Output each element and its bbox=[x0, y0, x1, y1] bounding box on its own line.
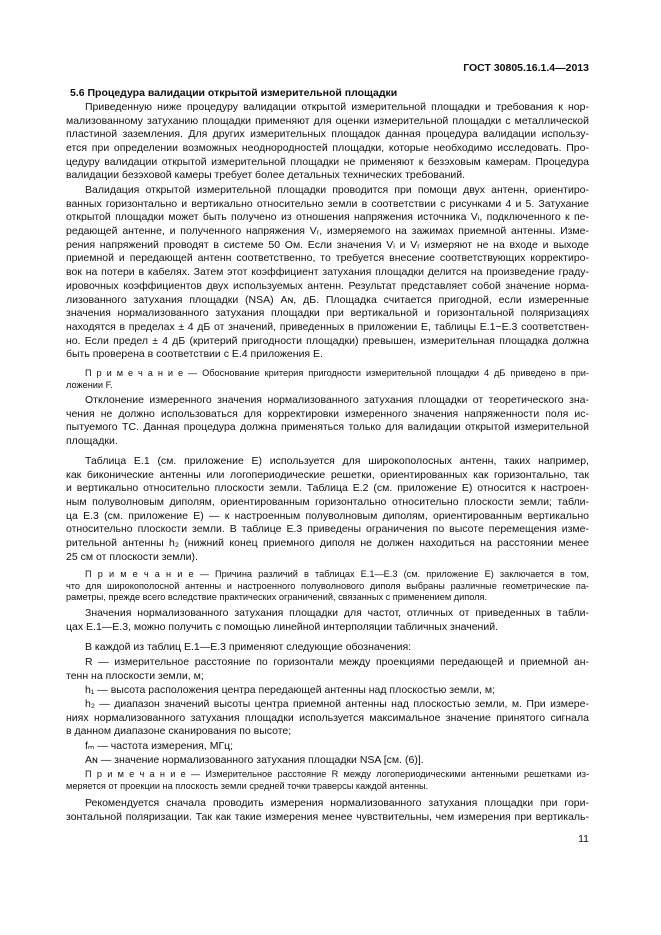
text-line: ным полуволновым диполям, ориентированным горизонтально относительно плоскости земли; табли- bbox=[66, 496, 589, 509]
definition-r bbox=[66, 656, 589, 683]
text-line: Значения нормализованного затухания площадки для частот, отличных от приведенных в табли- bbox=[85, 607, 589, 619]
text-line: зонтальной поляризации. Так как такие измерения менее чувствительны, чем измерения при вертикаль- bbox=[66, 810, 589, 823]
definition-fm bbox=[66, 740, 589, 754]
note-measurement-distance bbox=[66, 769, 589, 792]
text-line: Рекомендуется сначала проводить измерения нормализованного затухания площадки при гори- bbox=[85, 797, 589, 809]
text-line: открытой площадки может быть получено из отношения напряжения источника Vᵢ, подключенного к пе- bbox=[66, 211, 589, 224]
text-line: Aɴ — значение нормализованного затухания площадки NSA [см. (6)]. bbox=[85, 754, 424, 766]
text-line: тенн на плоскости земли, м; bbox=[66, 669, 204, 682]
text-line: Валидация открытой измерительной площадки проводится при помощи двух антенн, ориентиро- bbox=[85, 184, 589, 196]
text-line: находятся в пределах ± 4 дБ от значений, приведенных в приложении E, таблицы E.1−E.3 соответствен- bbox=[66, 320, 589, 333]
text-line: как биконические антенны или логопериодические решетки, ориентированных как горизонтально, так bbox=[66, 468, 589, 481]
definition-h1 bbox=[66, 684, 589, 698]
note-table-differences bbox=[66, 569, 589, 604]
text-line: В каждой из таблиц E.1—E.3 применяют следующие обозначения: bbox=[85, 641, 412, 653]
text-line: ется при определении возможных неоднородностей площадки, которые необходимо исследовать. Про- bbox=[66, 142, 589, 155]
text-line: цах E.1—E.3, можно получить с помощью линейной интерполяции табличных значений. bbox=[66, 620, 498, 633]
definition-an bbox=[66, 754, 589, 768]
page-number: 11 bbox=[578, 833, 589, 845]
text-line: в данном диапазоне сканирования по высоте; bbox=[66, 725, 292, 738]
paragraph-tables bbox=[66, 455, 589, 565]
text-line: рения напряжений проводят в системе 50 Ом. Если значения Vᵢ и Vᵣ измеряют не на входе и выходе bbox=[66, 238, 589, 251]
text-line: вок на потери в кабелях. Затем этот коэффициент затухания площадки делится на произведение граду- bbox=[66, 266, 589, 279]
section-heading: 5.6 Процедура валидации открытой измерительной площадки bbox=[70, 87, 398, 99]
text-line: и вертикально относительно плоскости земли. Таблица E.2 (см. приложение E) относится к настроен- bbox=[66, 482, 589, 495]
note-criterion bbox=[66, 368, 589, 391]
text-line: h₂ — диапазон значений высоты центра приемной антенны над плоскостью земли, м. При измере- bbox=[85, 698, 589, 710]
paragraph-notation-intro bbox=[66, 641, 589, 655]
text-line: Таблица E.1 (см. приложение E) используется для широкополосных антенн, таких например, bbox=[85, 455, 589, 467]
text-line: fₘ — частота измерения, МГц; bbox=[85, 740, 234, 752]
text-line: пластиной заземления. Для других измерительных площадок данная процедура валидации использу- bbox=[66, 128, 589, 141]
text-line: Приведенную ниже процедуру валидации открытой измерительной площадки и требования к нор- bbox=[85, 101, 589, 113]
text-line: пытуемого ТС. Данная процедура должна применяться только для валидации открытой измерительной bbox=[66, 421, 589, 434]
text-line: П р и м е ч а н и е — Измерительное расстояние R между логопериодическими антенными решетками из- bbox=[85, 769, 589, 779]
text-line: валидации безэховой камеры требует более детальных технических требований. bbox=[66, 169, 466, 182]
text-line: 25 см от плоскости земли). bbox=[66, 550, 198, 563]
text-line: площадки. bbox=[66, 435, 118, 448]
text-line: рительной антенны h₂ (нижний конец приемного диполя не должен находиться на расстоянии менее bbox=[66, 537, 589, 550]
text-line: лизованного затухания площадки (NSA) Aɴ, дБ. Площадка считается пригодной, если измеренные bbox=[66, 293, 589, 306]
text-line: h₁ — высота расположения центра передающей антенны над плоскостью земли, м; bbox=[85, 684, 496, 696]
text-line: ца E.3 (см. приложение E) — к настроенным полуволновым диполям, ориентированным вертикально bbox=[66, 509, 589, 522]
text-line: цедуру валидации открытой измерительной площадки не применяют к безэховым камерам. Процедура bbox=[66, 155, 589, 168]
definition-h2 bbox=[66, 698, 589, 739]
text-line: редающей антенне, и полученного напряжения Vᵣ, измеряемого на зажимах приемной антенны. Изме- bbox=[66, 225, 589, 238]
text-line: Отклонение измеренного значения нормализованного затухания площадки от теоретического зна- bbox=[85, 394, 589, 406]
text-line: мализованному затуханию площадки применяют для оценки измерительной площадки с металлической bbox=[66, 114, 589, 127]
text-line: ниях нормализованного затухания площадки используется максимальное значение принятого сигнала bbox=[66, 711, 589, 724]
paragraph-deviation bbox=[66, 394, 589, 449]
text-line: меряется от проекции на плоскость земли средней точки траверсы каждой антенны. bbox=[66, 780, 429, 791]
text-line: ировочных коэффициентов двух используемых антенн. Результат представляет собой значение норма- bbox=[66, 279, 589, 292]
paragraph-intro bbox=[66, 101, 589, 183]
text-line: что для широкополосной антенны и настроенного полуволнового диполя выбраны различные геометрические па- bbox=[66, 580, 589, 591]
text-line: R — измерительное расстояние по горизонтали между проекциями передающей и приемной ан- bbox=[85, 656, 589, 668]
paragraph-recommendation bbox=[66, 797, 589, 824]
text-line: раметры, прежде всего вследствие практических ограничений, связанных с применением диполя. bbox=[66, 592, 488, 602]
document-header-id: ГОСТ 30805.16.1.4—2013 bbox=[463, 62, 589, 74]
text-line: значения нормализованного затухания площадки при вертикальной и горизонтальной поляризациях bbox=[66, 307, 589, 320]
text-line: чения не должно использоваться для корректировки измеренного значения напряженности поля ис- bbox=[66, 407, 589, 420]
text-line: быть проверена в соответствии с E.4 приложения E. bbox=[66, 348, 323, 361]
text-line: относительно плоскости земли. В таблице E.3 приведены ограничения по высоте перемещения изме- bbox=[66, 523, 589, 536]
text-line: ванных горизонтально и вертикально относительно земли в соответствии с рисунками 4 и 5. Затухание bbox=[66, 197, 589, 210]
text-line: ложении F. bbox=[66, 379, 113, 390]
text-line: П р и м е ч а н и е — Причина различий в таблицах E.1—E.3 (см. приложение E) заключается в том, bbox=[85, 569, 589, 579]
paragraph-interpolation bbox=[66, 607, 589, 634]
paragraph-validation-method bbox=[66, 184, 589, 362]
text-line: П р и м е ч а н и е — Обоснование критерия пригодности измерительной площадки 4 дБ приведено в при- bbox=[85, 368, 589, 378]
text-line: но. Если предел ± 4 дБ (критерий пригодности площадки) превышен, измерительная площадка должна bbox=[66, 334, 589, 347]
text-line: приемной и передающей антенн соответственно, то требуется внесение соответствующих корректиро- bbox=[66, 252, 589, 265]
